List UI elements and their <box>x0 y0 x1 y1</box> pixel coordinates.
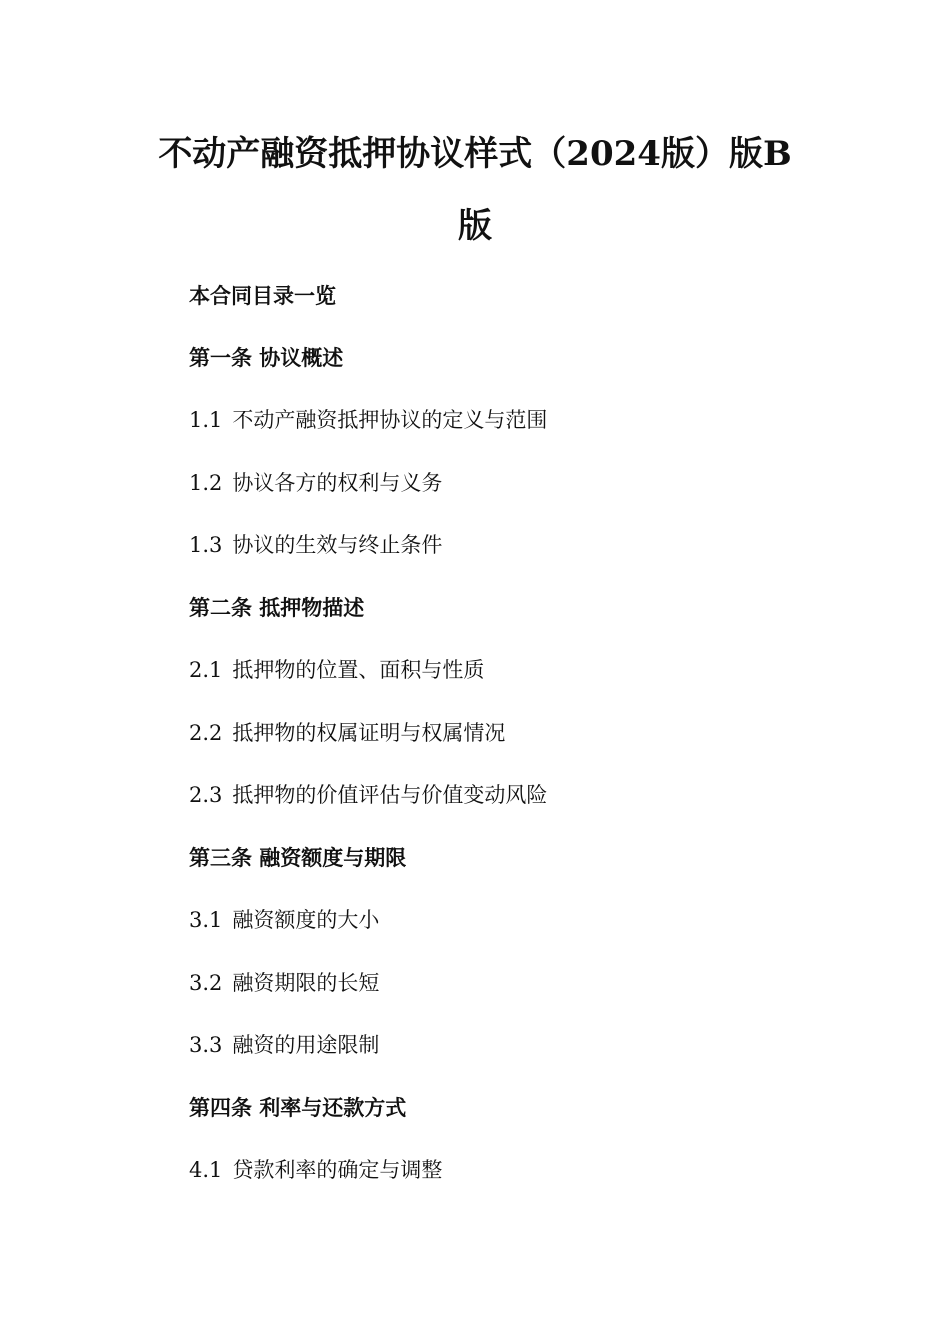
article-2-heading: 第二条 抵押物描述 <box>189 596 365 620</box>
toc-item-text: 不动产融资抵押协议的定义与范围 <box>232 408 548 432</box>
document-title-line-1: 不动产融资抵押协议样式（2024版）版B <box>158 134 792 174</box>
toc-item-text: 抵押物的权属证明与权属情况 <box>232 721 506 745</box>
toc-item-number: 4.1 <box>189 1158 223 1182</box>
toc-item-1-2 <box>189 468 442 498</box>
document-title-line-2: 版 <box>458 206 492 246</box>
toc-item-text: 抵押物的价值评估与价值变动风险 <box>232 783 548 807</box>
toc-item-2-3 <box>189 780 547 810</box>
toc-item-4-1 <box>189 1155 442 1185</box>
toc-item-number: 2.3 <box>189 783 223 807</box>
toc-item-text: 协议各方的权利与义务 <box>232 471 443 495</box>
toc-item-text: 融资额度的大小 <box>232 908 380 932</box>
toc-item-2-1 <box>189 655 484 685</box>
toc-item-text: 融资的用途限制 <box>232 1033 380 1057</box>
toc-item-number: 2.2 <box>189 721 223 745</box>
toc-item-number: 1.1 <box>189 408 223 432</box>
toc-item-text: 抵押物的位置、面积与性质 <box>232 658 485 682</box>
toc-item-3-2 <box>189 968 379 998</box>
toc-item-text: 贷款利率的确定与调整 <box>232 1158 443 1182</box>
toc-item-number: 1.3 <box>189 533 223 557</box>
article-4-heading: 第四条 利率与还款方式 <box>189 1096 407 1120</box>
toc-item-number: 3.1 <box>189 908 223 932</box>
toc-item-text: 协议的生效与终止条件 <box>232 533 443 557</box>
toc-item-number: 3.2 <box>189 971 223 995</box>
article-1-heading: 第一条 协议概述 <box>189 346 344 370</box>
toc-item-text: 融资期限的长短 <box>232 971 380 995</box>
toc-item-number: 2.1 <box>189 658 223 682</box>
article-3-heading: 第三条 融资额度与期限 <box>189 846 407 870</box>
toc-item-number: 1.2 <box>189 471 223 495</box>
toc-item-2-2 <box>189 718 505 748</box>
toc-heading: 本合同目录一览 <box>189 284 336 308</box>
toc-item-number: 3.3 <box>189 1033 223 1057</box>
toc-item-3-3 <box>189 1030 379 1060</box>
toc-item-1-1 <box>189 405 547 435</box>
toc-item-1-3 <box>189 530 442 560</box>
toc-item-3-1 <box>189 905 379 935</box>
